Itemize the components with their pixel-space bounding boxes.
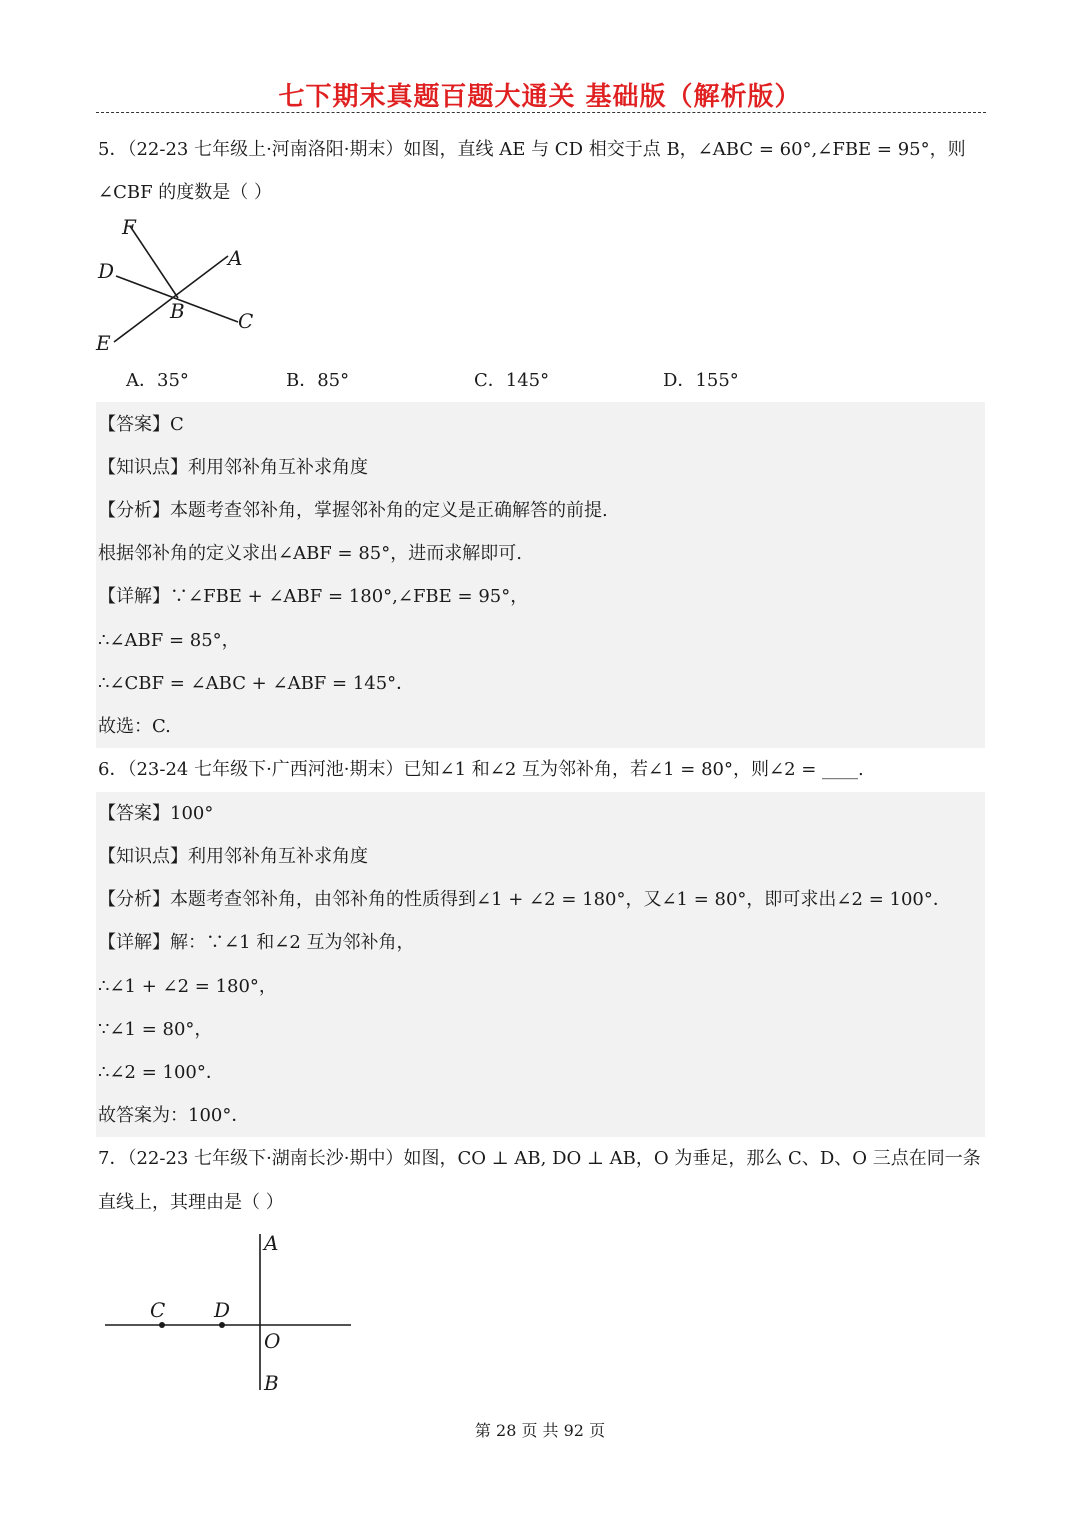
- q5-knowledge: 【知识点】利用邻补角互补求角度: [98, 457, 368, 478]
- label-c: C: [150, 1298, 166, 1322]
- label-d: D: [98, 259, 115, 283]
- q6-detail-1: 【详解】解：∵∠1 和∠2 互为邻补角，: [98, 932, 415, 953]
- q5-detail-4: 故选：C.: [98, 716, 171, 737]
- q6-answer: 【答案】100°: [98, 803, 214, 824]
- q6-detail-5: 故答案为：100°．: [98, 1105, 250, 1126]
- label-b: B: [264, 1371, 279, 1395]
- q7-figure: [100, 1228, 360, 1398]
- q5-detail-1: 【详解】∵∠FBE + ∠ABF = 180°,∠FBE = 95°，: [98, 586, 529, 607]
- label-d: D: [214, 1298, 231, 1322]
- q5-analysis-2: 根据邻补角的定义求出∠ABF = 85°，进而求解即可.: [98, 543, 522, 564]
- q5-detail-3: ∴∠CBF = ∠ABC + ∠ABF = 145°．: [98, 673, 415, 694]
- q5-answer-box: [96, 402, 985, 748]
- q7-stem-line2: 直线上，其理由是（ ）: [98, 1192, 284, 1213]
- label-a: A: [228, 246, 243, 270]
- line-fb: [130, 226, 178, 298]
- q5-option-b: B．85°: [286, 370, 350, 391]
- q5-detail-2: ∴∠ABF = 85°，: [98, 630, 240, 651]
- q5-option-c: C．145°: [474, 370, 550, 391]
- q5-option-d: D．155°: [663, 370, 739, 391]
- label-e: E: [96, 331, 111, 355]
- q6-knowledge: 【知识点】利用邻补角互补求角度: [98, 846, 368, 867]
- label-b: B: [170, 299, 185, 323]
- q5-figure: [90, 210, 270, 360]
- q5-stem-line1: 5．（22-23 七年级上·河南洛阳·期末）如图，直线 AE 与 CD 相交于点 B，∠ABC = 60°,∠FBE = 95°，则: [98, 139, 966, 160]
- label-a: A: [264, 1231, 279, 1255]
- q7-stem-line1: 7．（22-23 七年级下·湖南长沙·期中）如图，CO ⊥ AB, DO ⊥ AB，O 为垂足，那么 C、D、O 三点在同一条: [98, 1148, 981, 1169]
- header-divider: [96, 112, 986, 113]
- page-header-title: 七下期末真题百题大通关 基础版（解析版）: [278, 82, 802, 112]
- q5-option-a: A．35°: [126, 370, 189, 391]
- point-c: [159, 1322, 165, 1328]
- q6-detail-3: ∵∠1 = 80°，: [98, 1019, 213, 1040]
- q6-analysis: 【分析】本题考查邻补角，由邻补角的性质得到∠1 + ∠2 = 180°，又∠1 = 80°，即可求出∠2 = 100°．: [98, 889, 951, 910]
- q5-analysis-1: 【分析】本题考查邻补角，掌握邻补角的定义是正确解答的前提.: [98, 500, 608, 521]
- q5-stem-line2: ∠CBF 的度数是（ ）: [98, 182, 273, 203]
- label-f: F: [122, 215, 136, 239]
- q6-detail-2: ∴∠1 + ∠2 = 180°，: [98, 976, 277, 997]
- q6-answer-box: [96, 792, 985, 1137]
- q5-answer: 【答案】C: [98, 414, 184, 435]
- q6-stem: 6．（23-24 七年级下·广西河池·期末）已知∠1 和∠2 互为邻补角，若∠1 = 80°，则∠2 = ____.: [98, 759, 864, 780]
- label-c: C: [238, 309, 254, 333]
- q6-detail-4: ∴∠2 = 100°．: [98, 1062, 224, 1083]
- label-o: O: [264, 1329, 281, 1353]
- page-footer: 第 28 页 共 92 页: [474, 1421, 606, 1440]
- point-d: [219, 1322, 225, 1328]
